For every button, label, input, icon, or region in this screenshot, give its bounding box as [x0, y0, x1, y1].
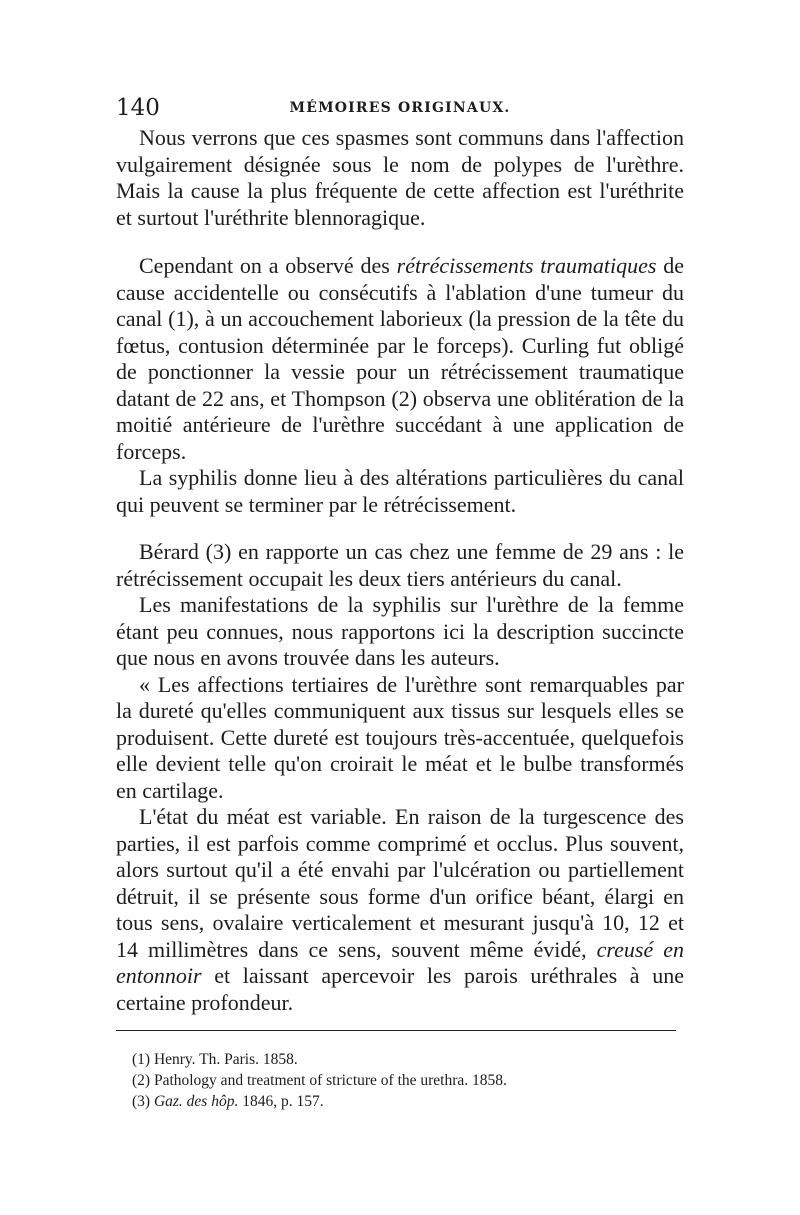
footnote-3	[116, 1091, 684, 1112]
page-number: 140	[116, 95, 160, 121]
paragraph-text: de cause accidentelle ou consécutifs à l'ablation d'une tumeur du canal (1), à un accouchement laborieux (la pression de la tête du fœtus, contusion déterminée par le forceps). Curling fut obligé de ponctionner la vessie pour un rétrécissement traumatique datant de 22 ans, et Thompson (2) observa une oblitération de la moitié antérieure de l'urèthre succédant à une application de forceps.	[116, 253, 684, 464]
footnote-1: (1) Henry. Th. Paris. 1858.	[132, 1051, 298, 1068]
paragraph-syphilis: La syphilis donne lieu à des altérations particulières du canal qui peuvent se terminer par le rétrécissement.	[116, 465, 684, 517]
body-text	[116, 125, 684, 1016]
running-title: MÉMOIRES ORIGINAUX.	[289, 100, 511, 116]
italic-term: creusé en entonnoir	[116, 936, 685, 988]
footnote-2: (2) Pathology and treatment of stricture of the urethra. 1858.	[132, 1072, 507, 1089]
paragraph-etat-du-meat	[116, 804, 684, 1016]
footnote-label: (3)	[132, 1093, 154, 1110]
book-page	[116, 95, 684, 1112]
footnote-rule	[116, 1030, 676, 1031]
paragraph-text: Cependant on a observé des	[139, 253, 397, 278]
italic-term: rétrécissements traumatiques	[396, 253, 657, 278]
footnote-detail: 1846, p. 157.	[238, 1093, 324, 1110]
paragraph-text: et laissant apercevoir les parois uréthrales à une certaine profondeur.	[116, 963, 684, 1015]
paragraph-spasmes: Nous verrons que ces spasmes sont communs dans l'affection vulgairement désignée sous le nom de polypes de l'urèthre. Mais la cause la plus fréquente de cette affection est l'uréthrite et surtout l'uréthrite blennoragique.	[116, 125, 684, 230]
paragraph-affections-tertiaires: « Les affections tertiaires de l'urèthre sont remarquables par la dureté qu'elles communiquent aux tissus sur lesquels elles se produisent. Cette dureté est toujours très-accentuée, quelquefois elle devient telle qu'on croirait le méat et le bulbe transformés en cartilage.	[116, 671, 684, 803]
running-head	[116, 95, 684, 125]
paragraph-berard: Bérard (3) en rapporte un cas chez une femme de 29 ans : le rétrécissement occupait les deux tiers antérieurs du canal.	[116, 539, 684, 591]
paragraph-manifestations: Les manifestations de la syphilis sur l'urèthre de la femme étant peu connues, nous rapportons ici la description succincte que nous en avons trouvée dans les auteurs.	[116, 592, 684, 670]
footnote-source: Gaz. des hôp.	[153, 1093, 239, 1110]
footnotes	[116, 1049, 684, 1112]
paragraph-text: L'état du méat est variable. En raison de la turgescence des parties, il est parfois comme comprimé et occlus. Plus souvent, alors surtout qu'il a été envahi par l'ulcération ou partiellement détruit, il se présente sous forme d'un orifice béant, élargi en tous sens, ovalaire verticalement et mesurant jusqu'à 10, 12 et 14 millimètres dans ce sens, souvent même évidé,	[116, 804, 684, 962]
paragraph-traumatiques	[116, 253, 684, 465]
